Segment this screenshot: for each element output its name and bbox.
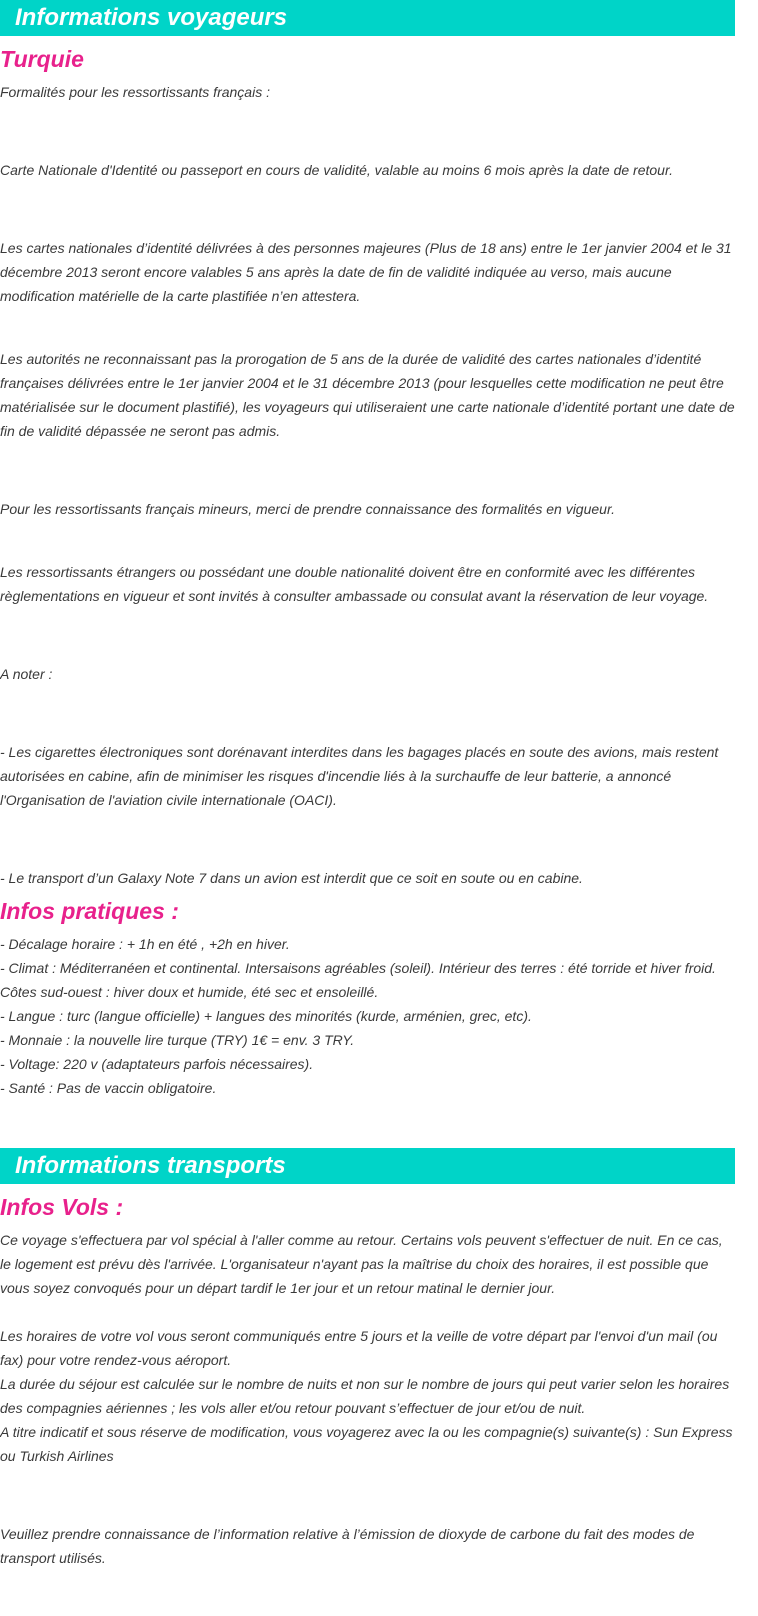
galaxy-note-paragraph: - Le transport d’un Galaxy Note 7 dans un avion est interdit que ce soit en soute ou en cabine. (0, 870, 583, 886)
stay-duration-paragraph: La durée du séjour est calculée sur le nombre de nuits et non sur le nombre de jours qui peut varier selon les horaires des compagnies aériennes ; les vols aller et/ou retour pouvant s’effectuer de jour et/ou de nuit. (0, 1376, 730, 1416)
formalities-intro: Formalités pour les ressortissants français : (0, 84, 270, 100)
cigarettes-paragraph: - Les cigarettes électroniques sont dorénavant interdites dans les bagages placés en soute des avions, mais restent autorisées en cabine, afin de minimiser les risques d'incendie liés à la surchauffe de leur batterie, a annoncé l'Organisation de l'aviation civile internationale (OACI). (0, 744, 719, 808)
practical-line: - Climat : Méditerranéen et continental. Intersaisons agréables (soleil). Intérieur des terres : été torride et hiver froid. (0, 960, 716, 976)
practical-info-list (0, 932, 735, 1100)
flight-schedule-paragraph: Les horaires de votre vol vous seront communiqués entre 5 jours et la veille de votre départ par l'envoi d'un mail (ou fax) pour votre rendez-vous aéroport. (0, 1328, 718, 1368)
practical-line: - Décalage horaire : + 1h en été , +2h en hiver. (0, 936, 290, 952)
practical-info-title: Infos pratiques : (0, 898, 179, 924)
practical-line: Côtes sud-ouest : hiver doux et humide, été sec et ensoleillé. (0, 984, 379, 1000)
country-title: Turquie (0, 46, 84, 72)
flight-special-paragraph: Ce voyage s'effectuera par vol spécial à l'aller comme au retour. Certains vols peuvent s'effectuer de nuit. En ce cas, le logement est prévu dès l'arrivée. L'organisateur n'ayant pas la maîtrise du choix des horaires, il est possible que vous soyez convoqués pour un départ tardif le 1er jour et un retour matinal le dernier jour. (0, 1232, 723, 1296)
id-card-paragraph: Carte Nationale d'Identité ou passeport en cours de validité, valable au moins 6 mois après la date de retour. (0, 162, 673, 178)
airlines-paragraph: A titre indicatif et sous réserve de modification, vous voyagerez avec la ou les compagnie(s) suivante(s) : Sun Express ou Turkish Airlines (0, 1424, 733, 1464)
note-label: A noter : (0, 666, 53, 682)
foreigners-paragraph: Les ressortissants étrangers ou possédant une double nationalité doivent être en conformité avec les différentes règlementations en vigueur et sont invités à consulter ambassade ou consulat avant la réservation de leur voyage. (0, 564, 709, 604)
practical-line: - Voltage: 220 v (adaptateurs parfois nécessaires). (0, 1056, 314, 1072)
practical-line: - Monnaie : la nouvelle lire turque (TRY) 1€ = env. 3 TRY. (0, 1032, 355, 1048)
authorities-paragraph: Les autorités ne reconnaissant pas la prorogation de 5 ans de la durée de validité des cartes nationales d’identité françaises délivrées entre le 1er janvier 2004 et le 31 décembre 2013 (pour lesquelles cette modification ne peut être matérialisée sur le document plastifié), les voyageurs qui utiliseraient une carte nationale d’identité portant une date de fin de validité dépassée ne seront pas admis. (0, 351, 735, 439)
co2-paragraph: Veuillez prendre connaissance de l’information relative à l’émission de dioxyde de carbone du fait des modes de transport utilisés. (0, 1526, 695, 1566)
section-banner-voyageurs: Informations voyageurs (0, 0, 735, 36)
id-card-validity-paragraph: Les cartes nationales d’identité délivrées à des personnes majeures (Plus de 18 ans) entre le 1er janvier 2004 et le 31 décembre 2013 seront encore valables 5 ans après la date de fin de validité indiquée au verso, mais aucune modification matérielle de la carte plastifiée n’en attestera. (0, 240, 732, 304)
flights-info-title: Infos Vols : (0, 1194, 124, 1220)
practical-line: - Santé : Pas de vaccin obligatoire. (0, 1080, 217, 1096)
practical-line: - Langue : turc (langue officielle) + langues des minorités (kurde, arménien, grec, etc). (0, 1008, 532, 1024)
minors-paragraph: Pour les ressortissants français mineurs, merci de prendre connaissance des formalités en vigueur. (0, 501, 615, 517)
section-banner-transports: Informations transports (0, 1148, 735, 1184)
